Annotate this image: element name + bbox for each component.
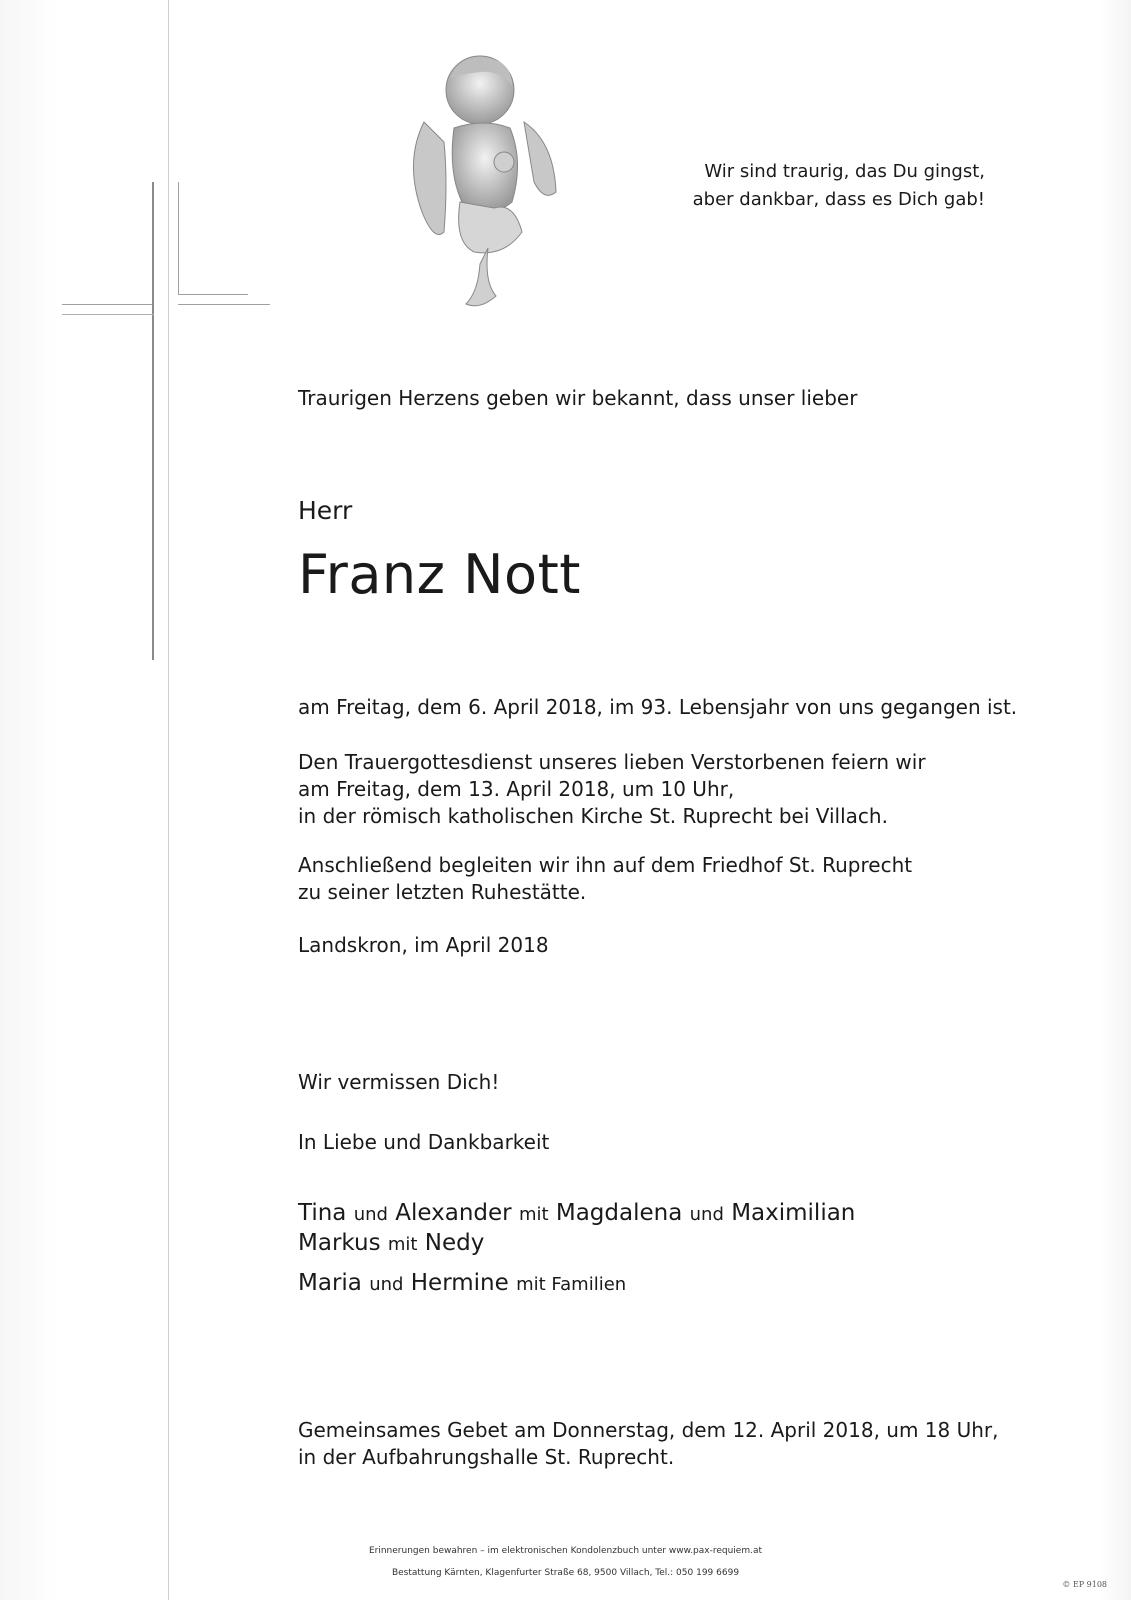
cross-left-arm-lower <box>62 314 154 315</box>
deceased-name: Franz Nott <box>298 543 581 606</box>
service-line-2: am Freitag, dem 13. April 2018, um 10 Uhr, <box>298 777 735 801</box>
service-block <box>298 749 926 830</box>
service-line-3: in der römisch katholischen Kirche St. Ruprecht bei Villach. <box>298 804 888 828</box>
prayer-line-1: Gemeinsames Gebet am Donnerstag, dem 12. April 2018, um 18 Uhr, <box>298 1418 999 1442</box>
family-name: Nedy <box>424 1230 485 1256</box>
page-fold-line <box>168 0 169 1600</box>
family-name: Tina <box>298 1200 347 1226</box>
footer-funeral-home: Bestattung Kärnten, Klagenfurter Straße 68, 9500 Villach, Tel.: 050 199 6699 <box>391 1568 740 1578</box>
cross-right-arm-upper <box>178 294 248 295</box>
footer-condolence-link: Erinnerungen bewahren – im elektronischen Kondolenzbuch unter www.pax-requiem.at <box>368 1546 763 1556</box>
family-row-3 <box>298 1268 626 1300</box>
intro-text: Traurigen Herzens geben wir bekannt, dass unser lieber <box>298 386 858 410</box>
cross-left-arm <box>62 304 152 305</box>
prayer-line-2: in der Aufbahrungshalle St. Ruprecht. <box>298 1445 675 1469</box>
family-name: Alexander <box>395 1200 512 1226</box>
family-row-1 <box>298 1198 855 1230</box>
cross-right-arm <box>178 304 270 305</box>
closing-love: In Liebe und Dankbarkeit <box>298 1130 550 1154</box>
burial-line-1: Anschließend begleiten wir ihn auf dem Friedhof St. Ruprecht <box>298 853 913 877</box>
burial-block <box>298 852 912 906</box>
place-date: Landskron, im April 2018 <box>298 933 549 957</box>
form-code: © EP 9108 <box>1062 1580 1107 1589</box>
service-line-1: Den Trauergottesdienst unseres lieben Verstorbenen feiern wir <box>298 750 926 774</box>
angel-figure <box>404 52 568 324</box>
family-connector: mit Familien <box>516 1274 627 1295</box>
honorific: Herr <box>298 496 353 525</box>
burial-line-2: zu seiner letzten Ruhestätte. <box>298 880 587 904</box>
family-connector: mit <box>387 1234 418 1255</box>
cross-vertical-bar <box>152 182 154 660</box>
family-connector: und <box>689 1204 724 1225</box>
family-connector: und <box>353 1204 388 1225</box>
family-connector: mit <box>518 1204 549 1225</box>
family-name: Maria <box>298 1270 362 1296</box>
cross-vertical-bar-inner <box>178 182 179 294</box>
family-name: Hermine <box>410 1270 509 1296</box>
prayer-block <box>298 1417 999 1471</box>
death-notice: am Freitag, dem 6. April 2018, im 93. Lebensjahr von uns gegangen ist. <box>298 695 1018 719</box>
family-connector: und <box>369 1274 404 1295</box>
family-row-2 <box>298 1228 484 1260</box>
family-name: Magdalena <box>555 1200 683 1226</box>
closing-miss: Wir vermissen Dich! <box>298 1070 500 1094</box>
quote-line-1: Wir sind traurig, das Du gingst, <box>704 161 985 182</box>
family-name: Maximilian <box>731 1200 856 1226</box>
quote-block <box>675 158 985 214</box>
family-name: Markus <box>298 1230 381 1256</box>
quote-line-2: aber dankbar, dass es Dich gab! <box>692 189 985 210</box>
